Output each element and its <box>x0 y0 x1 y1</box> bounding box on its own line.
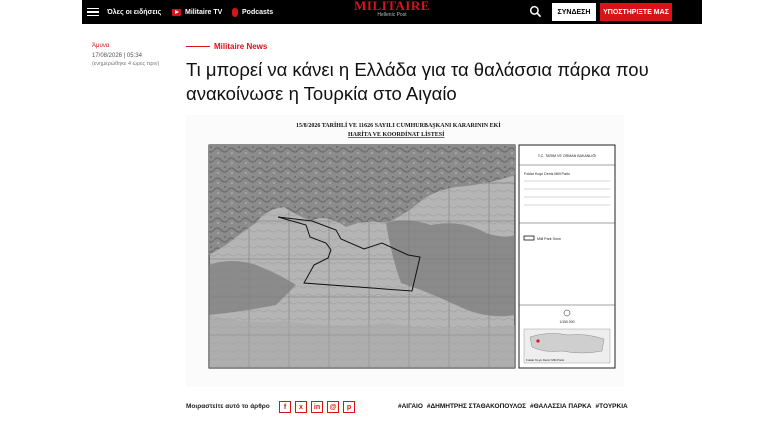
panel-title: Foklar Koyu Deniz Milli Parkı <box>524 172 570 176</box>
podcasts-link[interactable] <box>232 0 273 24</box>
linkedin-icon[interactable]: in <box>311 401 323 413</box>
publish-date: 17/08/2026 | 05:34 <box>92 53 142 59</box>
militaire-tv-label: Militaire TV <box>185 8 223 16</box>
x-twitter-icon[interactable]: x <box>295 401 307 413</box>
share-icons <box>279 401 355 413</box>
tag-link[interactable]: #ΔΗΜΗΤΡΗΣ ΣΤΑΘΑΚΟΠΟΥΛΟΣ <box>426 403 527 410</box>
top-navbar <box>82 0 702 24</box>
facebook-icon[interactable]: f <box>279 401 291 413</box>
tag-list <box>398 403 628 410</box>
article-map-image <box>186 115 624 387</box>
panel-scale: 1/150.000 <box>559 320 575 324</box>
inset-label: Foklar Koyu Deniz Milli Parkı <box>526 358 565 362</box>
login-button[interactable]: ΣΥΝΔΕΣΗ <box>552 3 596 21</box>
updated-note: (ενημερώθηκε 4 ώρες πριν) <box>92 61 160 67</box>
panel-legend: Milli Park Sınırı <box>537 237 562 241</box>
tag-link[interactable]: #ΤΟΥΡΚΙΑ <box>595 403 628 410</box>
logo-subtitle: Hellenic Post <box>377 12 407 18</box>
subscribe-button[interactable]: ΥΠΟΣΤΗΡΙΞΤΕ ΜΑΣ <box>600 3 672 21</box>
map-subheading: HARİTA VE KOORDİNAT LİSTESİ <box>348 132 445 138</box>
article-rubric[interactable] <box>186 42 267 51</box>
rubric-line <box>186 46 210 48</box>
tv-icon <box>172 9 181 16</box>
share-label: Μοιραστείτε αυτό το άρθρο <box>186 403 270 410</box>
logo-text: MILITAIRE <box>354 0 430 13</box>
rubric-label: Militaire News <box>214 42 268 51</box>
panel-org: T.C. TARIM VE ORMAN BAKANLIĞI <box>537 154 597 158</box>
hamburger-menu-icon[interactable] <box>86 0 100 24</box>
map-document-svg <box>186 115 624 387</box>
microphone-icon <box>232 8 238 17</box>
all-news-link[interactable]: Όλες οι ειδήσεις <box>107 8 162 16</box>
search-icon[interactable] <box>529 5 542 18</box>
inset-location-marker <box>536 339 539 342</box>
podcasts-label: Podcasts <box>242 8 274 16</box>
article-title: Τι μπορεί να κάνει η Ελλάδα για τα θαλάσσια πάρκα που ανακοίνωσε η Τουρκία στο Αιγαίο <box>186 59 649 104</box>
pinterest-icon[interactable]: p <box>343 401 355 413</box>
site-logo[interactable] <box>337 0 447 19</box>
tag-link[interactable]: #ΘΑΛΑΣΣΙΑ ΠΑΡΚΑ <box>530 403 592 410</box>
militaire-tv-link[interactable] <box>172 0 222 24</box>
category-link[interactable]: Άμυνα <box>92 43 110 49</box>
map-heading: 15/8/2026 TARİHLİ VE 11626 SAYILI CUMHURBAŞKANI KARARININ EKİ <box>296 123 501 129</box>
tag-link[interactable]: #ΑΙΓΑΙΟ <box>398 403 423 410</box>
email-icon[interactable]: @ <box>327 401 339 413</box>
